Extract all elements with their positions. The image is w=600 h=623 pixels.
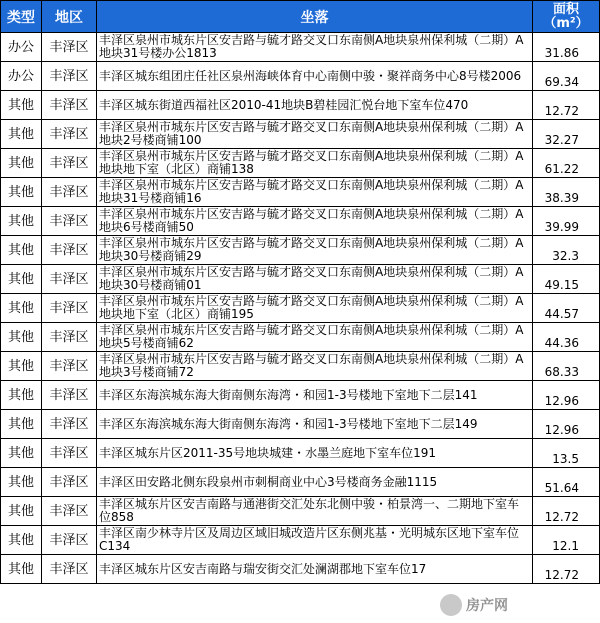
cell-area: 12.72 xyxy=(533,497,600,526)
header-region: 地区 xyxy=(42,1,97,33)
table-row xyxy=(1,381,600,410)
table-row xyxy=(1,323,600,352)
cell-type: 其他 xyxy=(1,381,42,410)
cell-location: 丰泽区泉州市城东片区安吉路与毓才路交叉口东南侧A地块泉州保利城（二期）A地块30号楼商铺01 xyxy=(97,265,533,294)
cell-type: 办公 xyxy=(1,33,42,62)
cell-type: 其他 xyxy=(1,149,42,178)
cell-region: 丰泽区 xyxy=(42,381,97,410)
cell-region: 丰泽区 xyxy=(42,91,97,120)
header-row xyxy=(1,1,600,33)
table-row xyxy=(1,555,600,584)
cell-type: 其他 xyxy=(1,91,42,120)
table-row xyxy=(1,352,600,381)
cell-area: 31.86 xyxy=(533,33,600,62)
cell-type: 办公 xyxy=(1,62,42,91)
table-row xyxy=(1,265,600,294)
watermark xyxy=(440,590,560,620)
header-area-unit: （m²） xyxy=(543,15,589,31)
cell-area: 38.39 xyxy=(533,178,600,207)
cell-type: 其他 xyxy=(1,265,42,294)
cell-type: 其他 xyxy=(1,294,42,323)
cell-region: 丰泽区 xyxy=(42,178,97,207)
cell-area: 32.3 xyxy=(533,236,600,265)
cell-location: 丰泽区南少林寺片区及周边区域旧城改造片区东侧兆基・光明城东区地下室车位C134 xyxy=(97,526,533,555)
cell-location: 丰泽区泉州市城东片区安吉路与毓才路交叉口东南侧A地块泉州保利城（二期）A地块2号楼商铺100 xyxy=(97,120,533,149)
cell-region: 丰泽区 xyxy=(42,120,97,149)
cell-region: 丰泽区 xyxy=(42,236,97,265)
cell-location: 丰泽区泉州市城东片区安吉路与毓才路交叉口东南侧A地块泉州保利城（二期）A地块30号楼商铺29 xyxy=(97,236,533,265)
cell-area: 44.57 xyxy=(533,294,600,323)
cell-region: 丰泽区 xyxy=(42,352,97,381)
cell-region: 丰泽区 xyxy=(42,555,97,584)
table-row xyxy=(1,120,600,149)
cell-type: 其他 xyxy=(1,468,42,497)
table-row xyxy=(1,149,600,178)
cell-location: 丰泽区城东组团庄任社区泉州海峡体育中心南侧中骏・聚祥商务中心8号楼2006 xyxy=(97,62,533,91)
cell-type: 其他 xyxy=(1,236,42,265)
table-body xyxy=(1,33,600,584)
table-row xyxy=(1,62,600,91)
cell-type: 其他 xyxy=(1,439,42,468)
cell-location: 丰泽区泉州市城东片区安吉路与毓才路交叉口东南侧A地块泉州保利城（二期）A地块地下室（北区）商铺138 xyxy=(97,149,533,178)
cell-region: 丰泽区 xyxy=(42,323,97,352)
cell-type: 其他 xyxy=(1,526,42,555)
cell-area: 44.36 xyxy=(533,323,600,352)
cell-area: 69.34 xyxy=(533,62,600,91)
cell-location: 丰泽区泉州市城东片区安吉路与毓才路交叉口东南侧A地块泉州保利城（二期）A地块3号楼商铺72 xyxy=(97,352,533,381)
cell-area: 12.96 xyxy=(533,381,600,410)
table-row xyxy=(1,33,600,62)
cell-area: 68.33 xyxy=(533,352,600,381)
cell-area: 61.22 xyxy=(533,149,600,178)
cell-location: 丰泽区城东片区安吉南路与瑞安街交汇处澜湖郡地下室车位17 xyxy=(97,555,533,584)
cell-location: 丰泽区泉州市城东片区安吉路与毓才路交叉口东南侧A地块泉州保利城（二期）A地块地下室（北区）商铺195 xyxy=(97,294,533,323)
cell-type: 其他 xyxy=(1,178,42,207)
watermark-text: 房产网 xyxy=(466,598,508,614)
cell-area: 39.99 xyxy=(533,207,600,236)
cell-region: 丰泽区 xyxy=(42,294,97,323)
cell-area: 12.1 xyxy=(533,526,600,555)
table-row xyxy=(1,91,600,120)
cell-region: 丰泽区 xyxy=(42,33,97,62)
cell-area: 49.15 xyxy=(533,265,600,294)
table-row xyxy=(1,178,600,207)
cell-location: 丰泽区东海滨城东海大街南侧东海湾・和园1-3号楼地下室地下二层141 xyxy=(97,381,533,410)
table-row xyxy=(1,236,600,265)
table-row xyxy=(1,439,600,468)
header-type: 类型 xyxy=(1,1,42,33)
cell-region: 丰泽区 xyxy=(42,410,97,439)
cell-area: 32.27 xyxy=(533,120,600,149)
table-row xyxy=(1,410,600,439)
cell-type: 其他 xyxy=(1,207,42,236)
cell-location: 丰泽区泉州市城东片区安吉路与毓才路交叉口东南侧A地块泉州保利城（二期）A地块31号楼办公1813 xyxy=(97,33,533,62)
cell-type: 其他 xyxy=(1,120,42,149)
table-row xyxy=(1,497,600,526)
cell-type: 其他 xyxy=(1,323,42,352)
cell-location: 丰泽区城东街道西福社区2010-41地块B碧桂园汇悦台地下室车位470 xyxy=(97,91,533,120)
header-location: 坐落 xyxy=(97,1,533,33)
cell-area: 51.64 xyxy=(533,468,600,497)
cell-area: 12.96 xyxy=(533,410,600,439)
table-row xyxy=(1,468,600,497)
header-area-label: 面积 xyxy=(552,1,579,17)
cell-type: 其他 xyxy=(1,352,42,381)
cell-area: 13.5 xyxy=(533,439,600,468)
cell-location: 丰泽区泉州市城东片区安吉路与毓才路交叉口东南侧A地块泉州保利城（二期）A地块31号楼商铺16 xyxy=(97,178,533,207)
cell-region: 丰泽区 xyxy=(42,265,97,294)
table-row xyxy=(1,294,600,323)
cell-type: 其他 xyxy=(1,555,42,584)
cell-region: 丰泽区 xyxy=(42,439,97,468)
cell-type: 其他 xyxy=(1,497,42,526)
cell-region: 丰泽区 xyxy=(42,468,97,497)
cell-region: 丰泽区 xyxy=(42,62,97,91)
watermark-logo-icon xyxy=(440,594,462,616)
table-row xyxy=(1,207,600,236)
cell-region: 丰泽区 xyxy=(42,526,97,555)
cell-location: 丰泽区城东片区2011-35号地块城建・水墨兰庭地下室车位191 xyxy=(97,439,533,468)
cell-location: 丰泽区城东片区安吉南路与通港街交汇处东北侧中骏・柏景湾一、二期地下室车位858 xyxy=(97,497,533,526)
cell-region: 丰泽区 xyxy=(42,207,97,236)
cell-type: 其他 xyxy=(1,410,42,439)
cell-region: 丰泽区 xyxy=(42,149,97,178)
cell-area: 12.72 xyxy=(533,555,600,584)
cell-region: 丰泽区 xyxy=(42,497,97,526)
cell-location: 丰泽区东海滨城东海大街南侧东海湾・和园1-3号楼地下室地下二层149 xyxy=(97,410,533,439)
cell-location: 丰泽区田安路北侧东段泉州市刺桐商业中心3号楼商务金融1115 xyxy=(97,468,533,497)
header-area xyxy=(533,1,600,33)
cell-location: 丰泽区泉州市城东片区安吉路与毓才路交叉口东南侧A地块泉州保利城（二期）A地块5号楼商铺62 xyxy=(97,323,533,352)
cell-area: 12.72 xyxy=(533,91,600,120)
cell-location: 丰泽区泉州市城东片区安吉路与毓才路交叉口东南侧A地块泉州保利城（二期）A地块6号楼商铺50 xyxy=(97,207,533,236)
table-row xyxy=(1,526,600,555)
